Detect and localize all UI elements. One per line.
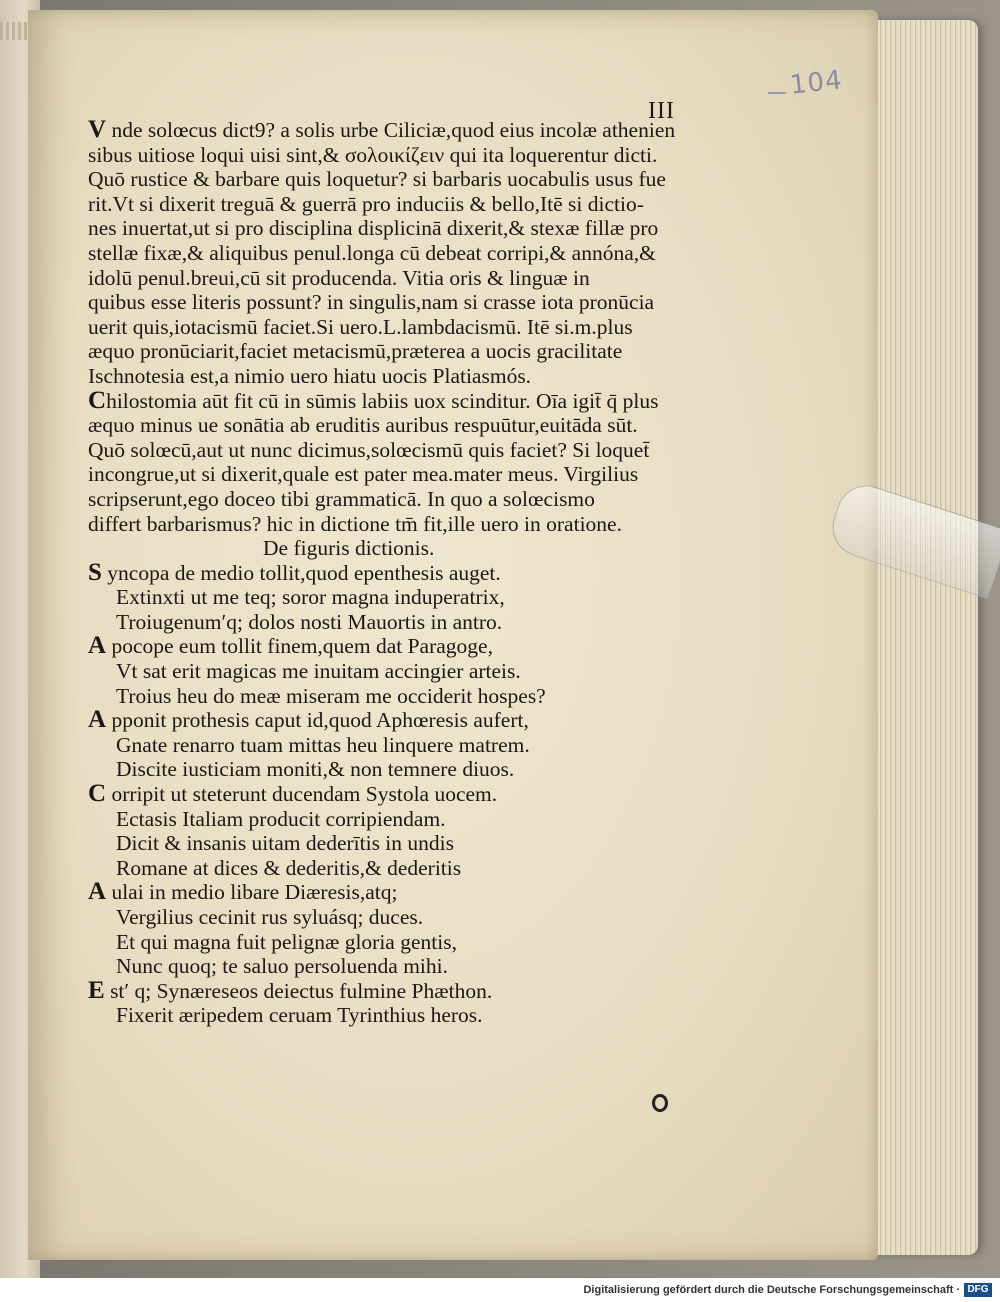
text-line [88,708,748,733]
text-line [88,462,748,487]
line-text: idolū penul.breui,cū sit producenda. Vitia oris & linguæ in [88,265,590,290]
text-line [88,954,748,979]
line-text: pocope eum tollit finem,quem dat Paragoge, [106,634,493,659]
line-text: sibus uitiose loqui uisi sint,& σολοικίζειν qui ita loquerentur dicti. [88,142,658,167]
line-text: Romane at dices & dederitis,& dederitis [116,855,462,880]
text-line [88,684,748,709]
line-text: nes inuertat,ut si pro disciplina displicinā dixerit,& stexæ fillæ pro [88,216,659,241]
initial-letter: C [88,386,107,414]
line-text: Extinxti ut me teq; soror magna induperatrix, [116,585,505,610]
initial-letter: C [88,780,107,808]
line-text: æquo minus ue sonātia ab eruditis auribus respuūtur,euitāda sūt. [88,413,638,438]
text-line [88,192,748,217]
pencil-folio-number: 104 [788,65,845,101]
page-fore-edge [868,20,978,1255]
line-text: Fixerit æripedem ceruam Tyrinthius heros. [116,1003,483,1028]
line-text: uerit quis,iotacismū faciet.Si uero.L.lambdacismū. Itē si.m.plus [88,314,633,339]
pencil-dash [768,92,786,94]
text-line [88,118,748,143]
text-line [88,487,748,512]
line-text: st′ q; Synæreseos deiectus fulmine Phæthon. [104,978,493,1003]
text-line [88,880,748,905]
line-text: incongrue,ut si dixerit,quale est pater mea.mater meus. Virgilius [88,462,639,487]
line-text: Ectasis Italiam producit corripiendam. [116,806,446,831]
line-text: Gnate renarro tuam mittas heu linquere matrem. [116,732,530,757]
line-text: yncopa de medio tollit,quod epenthesis auget. [101,560,501,585]
ring-mark [652,1094,668,1112]
text-line [88,143,748,168]
text-line [88,634,748,659]
line-text: scripserunt,ego doceo tibi grammaticā. In quo a solœcismo [88,486,595,511]
line-text: quibus esse literis possunt? in singulis,nam si crasse iota pronūcia [88,290,655,315]
text-line [88,1003,748,1028]
line-text: Dicit & insanis uitam dederītis in undis [116,831,454,856]
text-line [88,438,748,463]
text-line [88,831,748,856]
line-text: stellæ fixæ,& aliquibus penul.longa cū debeat corripi,& annóna,& [88,240,656,265]
line-text: rit.Vt si dixerit treguā & guerrā pro induciis & bello,Itē si dictio- [88,191,644,216]
line-text: De figuris dictionis. [263,536,435,561]
line-text: æquo pronūciarit,faciet metacismū,præterea a uocis gracilitate [88,339,623,364]
text-line [88,585,748,610]
line-text: Troiugenum′q; dolos nosti Mauortis in antro. [116,609,503,634]
initial-letter: E [88,976,105,1004]
initial-letter: A [88,878,107,906]
text-line [88,856,748,881]
initial-letter: A [88,632,107,660]
text-line [88,241,748,266]
text-line [88,782,748,807]
text-line [88,386,748,414]
page-number: III [648,98,675,124]
section-heading [88,536,748,561]
initial-letter: S [88,558,102,586]
text-line [88,659,748,684]
text-line [88,807,748,832]
line-text: Troius heu do meæ miseram me occiderit hospes? [116,683,546,708]
text-line [88,364,748,389]
line-text: differt barbarismus? hic in dictione tm̄ fit,ille uero in oratione. [88,511,622,536]
text-line [88,976,748,1004]
initial-letter: A [88,706,107,734]
text-line [88,413,748,438]
line-text: Nunc quoq; te saluo persoluenda mihi. [116,954,448,979]
text-line [88,757,748,782]
line-text: Discite iusticiam moniti,& non temnere diuos. [116,757,515,782]
line-text: nde solœcus dict9? a solis urbe Ciliciæ,quod eius incolæ athenien [106,118,676,142]
text-line [88,339,748,364]
text-line [88,512,748,537]
initial-letter: V [88,116,107,143]
line-text: ulai in medio libare Diæresis,atq; [106,880,398,905]
line-text: Quō rustice & barbare quis loquetur? si barbaris uocabulis usus fue [88,167,666,192]
text-block [88,118,748,1028]
text-line [88,290,748,315]
text-line [88,610,748,635]
text-line [88,930,748,955]
footer-credit: Digitalisierung gefördert durch die Deutsche Forschungsgemeinschaft · [583,1284,960,1296]
dfg-logo: DFG [964,1283,992,1297]
text-line [88,315,748,340]
line-text: Vergilius cecinit rus syluásq; duces. [116,905,424,929]
line-text: Vt sat erit magicas me inuitam accingier arteis. [116,659,521,684]
line-text: Quō solœcū,aut ut nunc dicimus,solœcismū quis faciet? Si loquet̄ [88,437,650,462]
text-line [88,216,748,241]
line-text: pponit prothesis caput id,quod Aphœresis aufert, [106,708,529,733]
line-text: Et qui magna fuit pelignæ gloria gentis, [116,929,457,954]
text-line [88,266,748,291]
text-line [88,733,748,758]
line-text: Ischnotesia est,a nimio uero hiatu uocis Platiasmós. [88,363,532,388]
line-text: hilostomia aūt fit cū in sūmis labiis uox scinditur. Oīa igit̄ q̄ plus [106,388,659,413]
text-line [88,905,748,930]
line-text: orripit ut steterunt ducendam Systola uocem. [106,782,498,807]
text-line [88,167,748,192]
text-line [88,558,748,586]
